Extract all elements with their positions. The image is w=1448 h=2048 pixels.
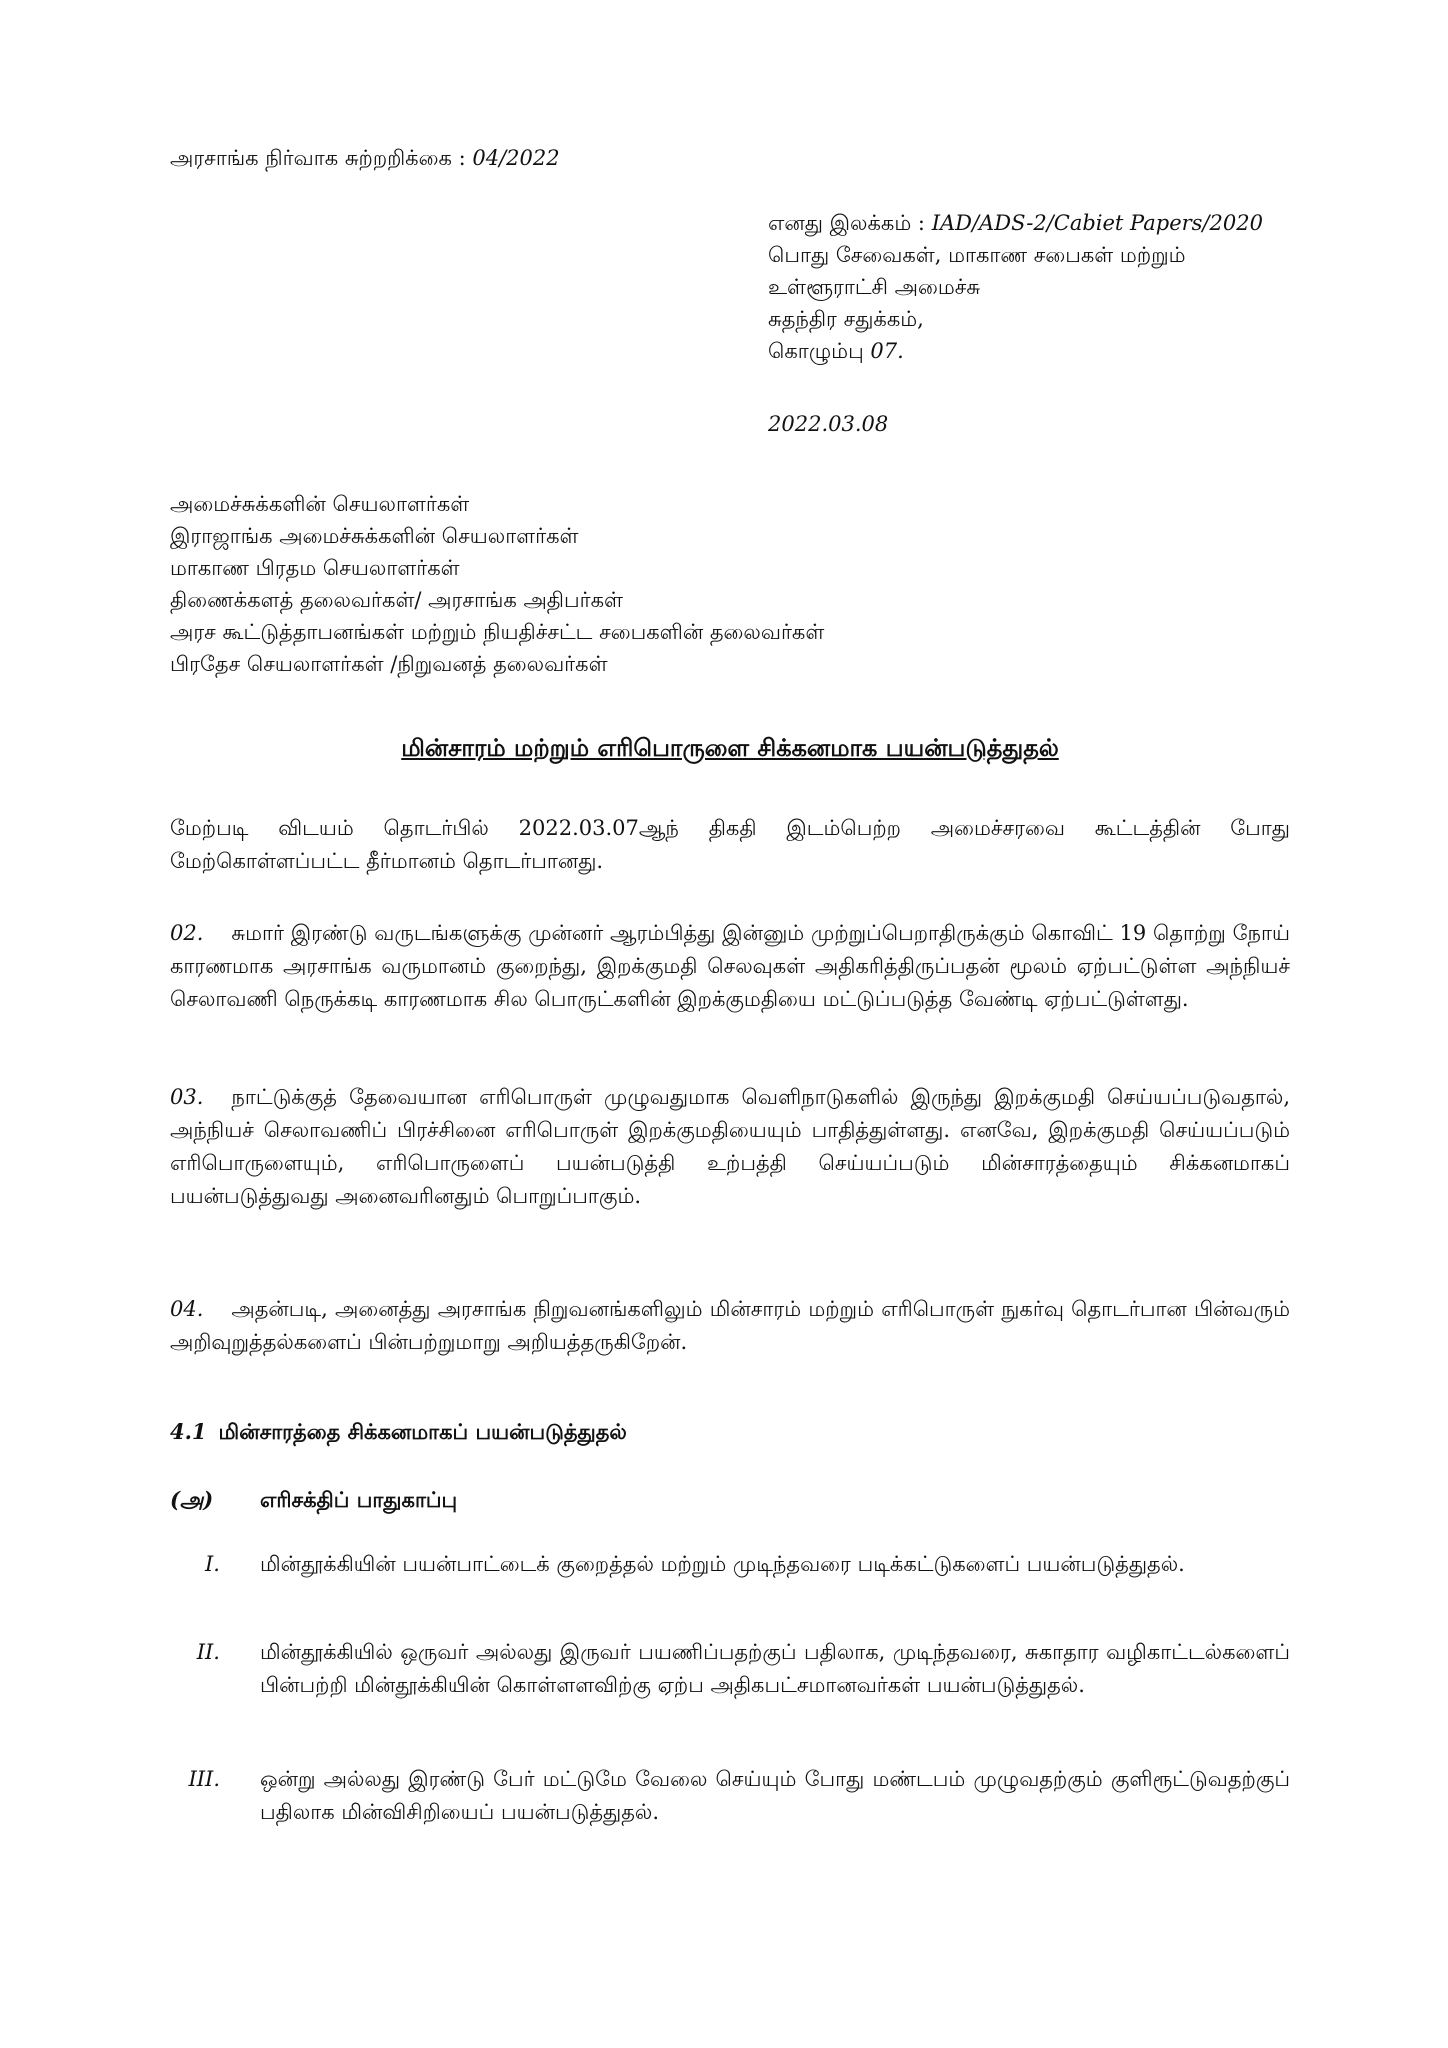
recipient-line: திணைக்களத் தலைவர்கள்/ அரசாங்க அதிபர்கள் bbox=[170, 588, 623, 612]
subject-heading: மின்சாரம் மற்றும் எரிபொருளை சிக்கனமாக பயன்படுத்துதல் bbox=[401, 733, 1059, 762]
list-item bbox=[170, 1763, 1290, 1833]
section-title: மின்சாரத்தை சிக்கனமாகப் பயன்படுத்துதல் bbox=[218, 1419, 627, 1444]
reference-label: எனது இலக்கம் : bbox=[768, 211, 932, 235]
item-text: மின்தூக்கியில் ஒருவர் அல்லது இருவர் பயணிப்பதற்குப் பதிலாக, முடிந்தவரை, சுகாதார வழிகாட்டல்களைப் பின்பற்றி மின்தூக்கியின் கொள்ளளவிற்கு ஏற்ப அதிகபட்சமானவர்கள் பயன்படுத்துதல். bbox=[260, 1640, 1290, 1697]
recipient-line: அமைச்சுக்களின் செயலாளர்கள் bbox=[170, 492, 470, 516]
recipient-line: இராஜாங்க அமைச்சுக்களின் செயலாளர்கள் bbox=[170, 524, 579, 548]
address-line-3: சுதந்திர சதுக்கம், bbox=[768, 307, 924, 331]
item-number: III. bbox=[188, 1767, 220, 1791]
paragraph-text: சுமார் இரண்டு வருடங்களுக்கு முன்னர் ஆரம்பித்து இன்னும் முற்றுப்பெறாதிருக்கும் கொவிட் 19 தொற்று நோய் காரணமாக அரசாங்க வருமானம் குறைந்து, இறக்குமதி செலவுகள் அதிகரித்திருப்பதன் மூலம் ஏற்பட்டுள்ள அந்நியச் செலாவணி நெருக்கடி காரணமாக சில பொருட்களின் இறக்குமதியை மட்டுப்படுத்த வேண்டி ஏற்பட்டுள்ளது. bbox=[170, 921, 1290, 1011]
item-text: ஒன்று அல்லது இரண்டு பேர் மட்டுமே வேலை செய்யும் போது மண்டபம் முழுவதற்கும் குளிரூட்டுவதற்குப் பதிலாக மின்விசிறியைப் பயன்படுத்துதல். bbox=[260, 1767, 1290, 1824]
item-text: மின்தூக்கியின் பயன்பாட்டைக் குறைத்தல் மற்றும் முடிந்தவரை படிக்கட்டுகளைப் பயன்படுத்துதல். bbox=[260, 1552, 1185, 1576]
paragraph-2 bbox=[170, 917, 1290, 1016]
address-line-1: பொது சேவைகள், மாகாண சபைகள் மற்றும் bbox=[768, 243, 1186, 267]
paragraph-3 bbox=[170, 1081, 1290, 1213]
address-city: கொழும்பு bbox=[768, 339, 871, 363]
recipient-line: பிரதேச செயலாளர்கள் /நிறுவனத் தலைவர்கள் bbox=[170, 652, 608, 676]
item-number: I. bbox=[205, 1552, 220, 1576]
recipient-list bbox=[170, 488, 824, 680]
circular-number: 04/2022 bbox=[472, 146, 560, 170]
section-heading bbox=[170, 1419, 627, 1447]
section-number: 4.1 bbox=[170, 1419, 207, 1444]
recipient-line: அரச கூட்டுத்தாபனங்கள் மற்றும் நியதிச்சட்ட சபைகளின் தலைவர்கள் bbox=[170, 620, 825, 644]
list-item bbox=[170, 1548, 1290, 1618]
letter-date: 2022.03.08 bbox=[768, 412, 889, 436]
paragraph-1: மேற்படி விடயம் தொடர்பில் 2022.03.07ஆந் திகதி இடம்பெற்ற அமைச்சரவை கூட்டத்தின் போது மேற்கொள்ளப்பட்ட தீர்மானம் தொடர்பானது. bbox=[170, 816, 1290, 873]
circular-label: அரசாங்க நிர்வாக சுற்றறிக்கை : bbox=[170, 146, 473, 170]
address-line-4 bbox=[768, 335, 1263, 367]
subsection-title: எரிசக்திப் பாதுகாப்பு bbox=[260, 1487, 458, 1512]
reference-number-line bbox=[768, 207, 1263, 239]
circular-reference bbox=[170, 143, 560, 173]
address-line-2: உள்ளூராட்சி அமைச்சு bbox=[768, 275, 981, 299]
paragraph-text: நாட்டுக்குத் தேவையான எரிபொருள் முழுவதுமாக வெளிநாடுகளில் இருந்து இறக்குமதி செய்யப்படுவதால், அந்நியச் செலாவணிப் பிரச்சினை எரிபொருள் இறக்குமதியையும் பாதித்துள்ளது. எனவே, இறக்குமதி செய்யப்படும் எரிபொருளையும், எரிபொருளைப் பயன்படுத்தி உற்பத்தி செய்யப்படும் மின்சாரத்தையும் சிக்கனமாகப் பயன்படுத்துவது அனைவரினதும் பொறுப்பாகும். bbox=[170, 1085, 1290, 1208]
subsection-heading bbox=[170, 1487, 457, 1515]
paragraph-number: 04. bbox=[170, 1297, 204, 1321]
item-number: II. bbox=[196, 1640, 220, 1664]
subsection-mark: (அ) bbox=[170, 1487, 214, 1512]
paragraph-text: அதன்படி, அனைத்து அரசாங்க நிறுவனங்களிலும் மின்சாரம் மற்றும் எரிபொருள் நுகர்வு தொடர்பான பின்வரும் அறிவுறுத்தல்களைப் பின்பற்றுமாறு அறியத்தருகிறேன். bbox=[170, 1297, 1290, 1354]
reference-value: IAD/ADS-2/Cabiet Papers/2020 bbox=[931, 211, 1263, 235]
list-item bbox=[170, 1636, 1290, 1746]
paragraph-4 bbox=[170, 1293, 1290, 1359]
recipient-line: மாகாண பிரதம செயலாளர்கள் bbox=[170, 556, 460, 580]
address-postcode: 07. bbox=[870, 339, 904, 363]
paragraph-number: 03. bbox=[170, 1085, 204, 1109]
sender-address-block bbox=[768, 207, 1263, 367]
paragraph-number: 02. bbox=[170, 921, 204, 945]
